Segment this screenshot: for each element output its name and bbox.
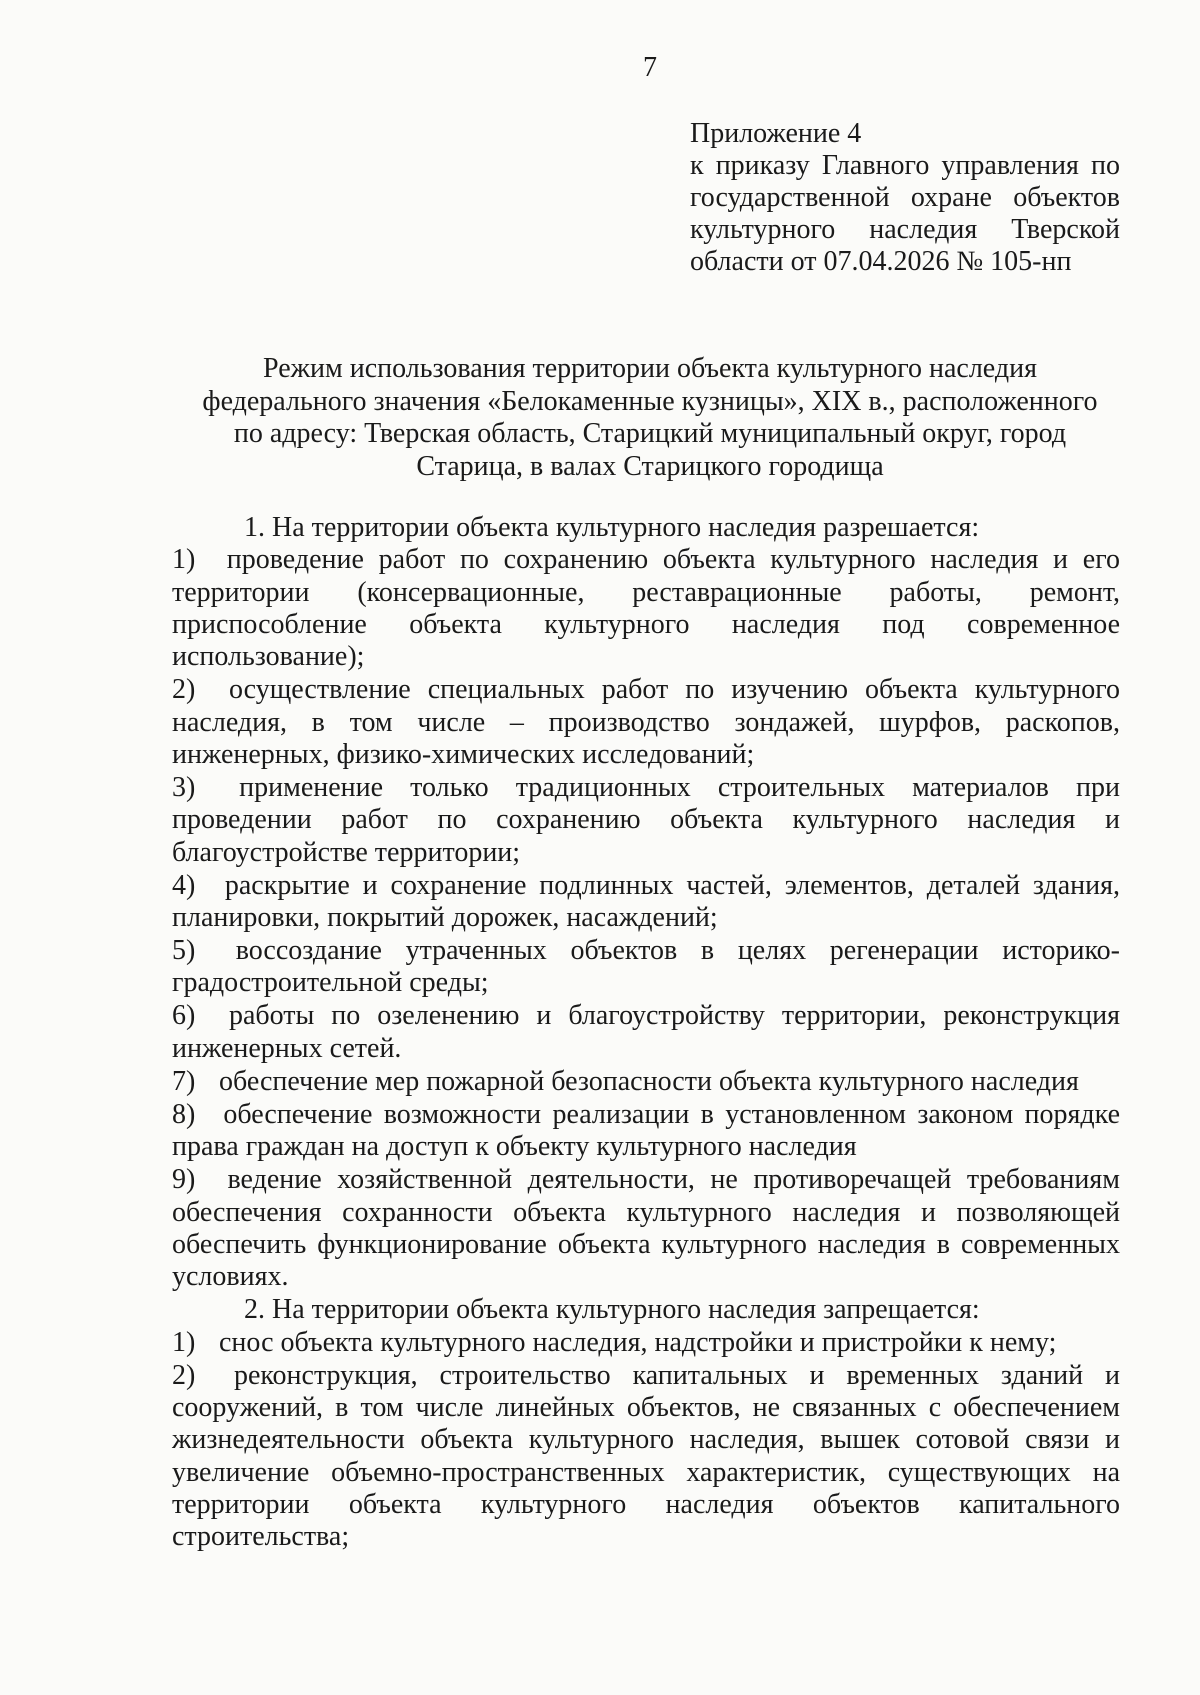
list-item — [172, 674, 1120, 771]
list-item — [172, 1164, 1120, 1293]
item-text: ведение хозяйственной деятельности, не противоречащей требованиям обеспечения сохранности объекта культурного наследия и позволяющей обеспечить функционирование объекта культурного наследия в современных условиях. — [172, 1164, 1120, 1293]
title-line: по адресу: Тверская область, Старицкий муниципальный округ, город — [233, 418, 1067, 449]
item-number: 5) — [172, 935, 196, 967]
title-line: Режим использования территории объекта культурного наследия — [263, 353, 1037, 384]
item-number: 6) — [172, 1000, 196, 1032]
list-item — [172, 1099, 1120, 1164]
title-line: Старица, в валах Старицкого городища — [416, 450, 884, 482]
list-item — [172, 772, 1120, 869]
item-text: работы по озеленению и благоустройству территории, реконструкция инженерных сетей. — [172, 1000, 1121, 1064]
section-1-heading: 1. На территории объекта культурного наследия разрешается: — [244, 512, 980, 543]
item-text: осуществление специальных работ по изучению объекта культурного наследия, в том числе – производство зондажей, шурфов, раскопов, инженерных, физико-химических исследований; — [172, 674, 1121, 770]
item-text: обеспечение мер пожарной безопасности объекта культурного наследия — [219, 1065, 1079, 1097]
title-line: федерального значения «Белокаменные кузницы», XIX в., расположенного — [202, 385, 1098, 417]
appendix-line: к приказу Главного управления по — [690, 150, 1120, 181]
item-number: 9) — [172, 1164, 196, 1196]
item-text: реконструкция, строительство капитальных и временных зданий и сооружений, в том числе линейных объектов, не связанных с обеспечением жизнедеятельности объекта культурного наследия, вышек сотовой связи и увеличение объемно-пространственных характеристик, существующих на территории объекта культурного наследия объектов капитального строительства; — [172, 1359, 1121, 1553]
list-item — [172, 935, 1120, 1000]
item-number: 2) — [172, 1359, 196, 1391]
item-text: применение только традиционных строительных материалов при проведении работ по сохранению объекта культурного наследия и благоустройстве территории; — [172, 771, 1120, 868]
item-text: воссоздание утраченных объектов в целях регенерации историко-градостроительной среды; — [172, 935, 1120, 999]
list-item — [172, 870, 1120, 935]
appendix-line: области от 07.04.2026 № 105-нп — [690, 246, 1072, 277]
document-body — [172, 512, 1120, 1554]
item-number: 3) — [172, 771, 196, 803]
list-item — [172, 544, 1120, 673]
appendix-line: культурного наследия Тверской — [690, 214, 1120, 245]
appendix-line: государственной охране объектов — [690, 182, 1120, 213]
appendix-header — [690, 118, 1120, 278]
item-text: раскрытие и сохранение подлинных частей, элементов, деталей здания, планировки, покрытий дорожек, насаждений; — [172, 869, 1120, 933]
document-title — [170, 353, 1130, 483]
list-item — [172, 1327, 1120, 1359]
section-2-heading: 2. На территории объекта культурного наследия запрещается: — [244, 1294, 980, 1326]
item-number: 2) — [172, 674, 196, 706]
item-number: 1) — [172, 1326, 196, 1358]
list-item — [172, 1066, 1120, 1098]
list-item — [172, 1360, 1120, 1554]
appendix-line: Приложение 4 — [690, 118, 862, 149]
list-item — [172, 1000, 1120, 1065]
item-text: проведение работ по сохранению объекта культурного наследия и его территории (консервационные, реставрационные работы, ремонт, приспособление объекта культурного наследия под современное использование); — [172, 544, 1120, 673]
page-number: 7 — [643, 52, 657, 83]
item-number: 7) — [172, 1065, 196, 1097]
item-number: 4) — [172, 869, 196, 901]
item-text: обеспечение возможности реализации в установленном законом порядке права граждан на доступ к объекту культурного наследия — [172, 1098, 1120, 1163]
item-number: 8) — [172, 1098, 196, 1130]
item-number: 1) — [172, 544, 196, 576]
item-text: снос объекта культурного наследия, надстройки и пристройки к нему; — [219, 1326, 1057, 1358]
